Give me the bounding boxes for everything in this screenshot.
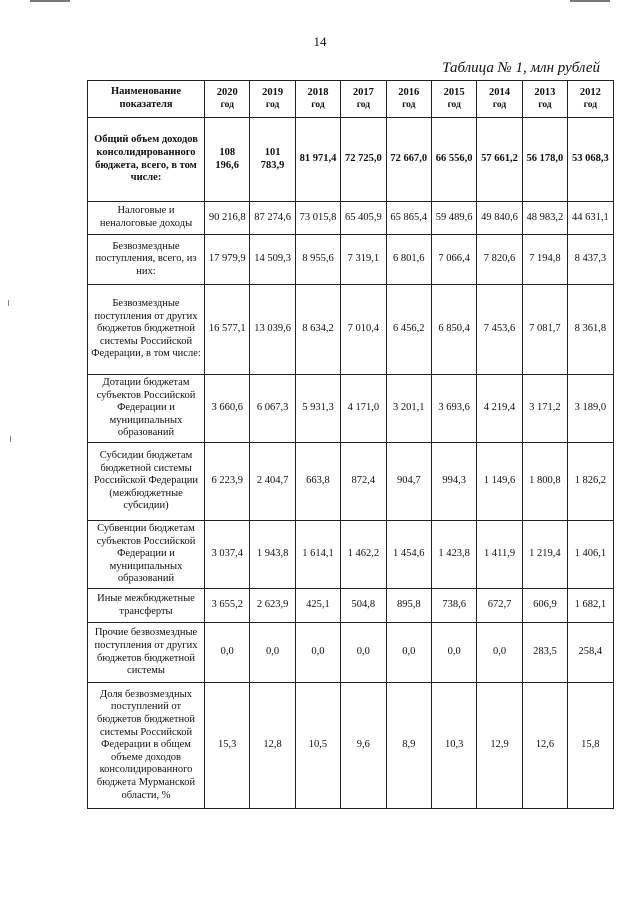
value-cell: 1 682,1 (568, 589, 613, 623)
value-cell: 10,5 (295, 683, 340, 809)
value-cell: 3 037,4 (205, 521, 250, 589)
row-indicator-name: Безвозмездные поступления от других бюджетов бюджетной системы Российской Федерации, в том числе: (88, 285, 205, 375)
year-unit: год (583, 99, 597, 110)
table-row (88, 521, 614, 589)
value-cell: 504,8 (341, 589, 386, 623)
value-cell: 1 462,2 (341, 521, 386, 589)
year-label: 2020 (216, 87, 238, 98)
value-cell: 606,9 (522, 589, 567, 623)
value-cell: 0,0 (477, 623, 522, 683)
value-cell: 90 216,8 (205, 202, 250, 235)
value-cell: 101 783,9 (250, 118, 295, 202)
value-cell: 3 655,2 (205, 589, 250, 623)
row-indicator-name: Прочие безвозмездные поступления от других бюджетов бюджетной системы (88, 623, 205, 683)
year-unit: год (220, 99, 234, 110)
table-row (88, 118, 614, 202)
row-indicator-name: Доля безвозмездных поступлений от бюджетов бюджетной системы Российской Федерации в общем объеме доходов консолидированного бюджета Мурманской области, % (88, 683, 205, 809)
year-label: 2016 (398, 87, 420, 98)
value-cell: 15,8 (568, 683, 613, 809)
year-unit: год (447, 99, 461, 110)
value-cell: 9,6 (341, 683, 386, 809)
value-cell: 59 489,6 (431, 202, 476, 235)
value-cell: 7 081,7 (522, 285, 567, 375)
value-cell: 1 219,4 (522, 521, 567, 589)
scan-artifact (10, 436, 11, 442)
value-cell: 4 171,0 (341, 375, 386, 443)
value-cell: 2 623,9 (250, 589, 295, 623)
value-cell: 3 171,2 (522, 375, 567, 443)
header-year (522, 81, 567, 118)
value-cell: 13 039,6 (250, 285, 295, 375)
table-caption: Таблица № 1, млн рублей (442, 60, 600, 76)
value-cell: 44 631,1 (568, 202, 613, 235)
value-cell: 283,5 (522, 623, 567, 683)
value-cell: 0,0 (250, 623, 295, 683)
value-cell: 872,4 (341, 443, 386, 521)
value-cell: 65 865,4 (386, 202, 431, 235)
value-cell: 4 219,4 (477, 375, 522, 443)
scan-artifact (8, 300, 9, 306)
table-body (88, 118, 614, 809)
value-cell: 7 820,6 (477, 235, 522, 285)
value-cell: 6 067,3 (250, 375, 295, 443)
value-cell: 6 850,4 (431, 285, 476, 375)
value-cell: 7 319,1 (341, 235, 386, 285)
year-label: 2017 (352, 87, 374, 98)
value-cell: 895,8 (386, 589, 431, 623)
value-cell: 12,8 (250, 683, 295, 809)
year-unit: год (311, 99, 325, 110)
value-cell: 3 189,0 (568, 375, 613, 443)
value-cell: 65 405,9 (341, 202, 386, 235)
header-year (386, 81, 431, 118)
value-cell: 56 178,0 (522, 118, 567, 202)
year-label: 2018 (307, 87, 329, 98)
value-cell: 87 274,6 (250, 202, 295, 235)
year-label: 2013 (534, 87, 556, 98)
header-year (341, 81, 386, 118)
value-cell: 425,1 (295, 589, 340, 623)
page-number: 14 (313, 34, 327, 49)
value-cell: 12,9 (477, 683, 522, 809)
value-cell: 1 826,2 (568, 443, 613, 521)
value-cell: 1 149,6 (477, 443, 522, 521)
row-indicator-name: Субвенции бюджетам субъектов Российской Федерации и муниципальных образований (88, 521, 205, 589)
value-cell: 7 066,4 (431, 235, 476, 285)
year-unit: год (402, 99, 416, 110)
value-cell: 7 453,6 (477, 285, 522, 375)
value-cell: 8 634,2 (295, 285, 340, 375)
value-cell: 672,7 (477, 589, 522, 623)
value-cell: 7 194,8 (522, 235, 567, 285)
table-row (88, 285, 614, 375)
value-cell: 0,0 (205, 623, 250, 683)
row-indicator-name: Иные межбюджетные трансферты (88, 589, 205, 623)
value-cell: 73 015,8 (295, 202, 340, 235)
value-cell: 8 361,8 (568, 285, 613, 375)
year-unit: год (492, 99, 507, 110)
header-year (205, 81, 250, 118)
scan-edge-mark-right (570, 0, 610, 2)
row-indicator-name: Дотации бюджетам субъектов Российской Федерации и муниципальных образований (88, 375, 205, 443)
value-cell: 738,6 (431, 589, 476, 623)
table-header-row (88, 81, 614, 118)
value-cell: 3 660,6 (205, 375, 250, 443)
value-cell: 1 423,8 (431, 521, 476, 589)
row-indicator-name: Безвозмездные поступления, всего, из них: (88, 235, 205, 285)
value-cell: 66 556,0 (431, 118, 476, 202)
value-cell: 3 201,1 (386, 375, 431, 443)
header-year (250, 81, 295, 118)
value-cell: 2 404,7 (250, 443, 295, 521)
row-indicator-name: Субсидии бюджетам бюджетной системы Российской Федерации (межбюджетные субсидии) (88, 443, 205, 521)
budget-table (87, 80, 614, 809)
table-row (88, 443, 614, 521)
header-indicator-name: Наименование показателя (88, 81, 205, 118)
value-cell: 5 931,3 (295, 375, 340, 443)
value-cell: 1 800,8 (522, 443, 567, 521)
value-cell: 6 223,9 (205, 443, 250, 521)
value-cell: 15,3 (205, 683, 250, 809)
value-cell: 3 693,6 (431, 375, 476, 443)
year-label: 2019 (262, 87, 284, 98)
value-cell: 0,0 (341, 623, 386, 683)
value-cell: 994,3 (431, 443, 476, 521)
row-indicator-name: Налоговые и неналоговые доходы (88, 202, 205, 235)
row-indicator-name: Общий объем доходов консолидированного бюджета, всего, в том числе: (88, 118, 205, 202)
table-row (88, 683, 614, 809)
value-cell: 6 801,6 (386, 235, 431, 285)
value-cell: 1 614,1 (295, 521, 340, 589)
value-cell: 663,8 (295, 443, 340, 521)
table-row (88, 589, 614, 623)
value-cell: 6 456,2 (386, 285, 431, 375)
value-cell: 10,3 (431, 683, 476, 809)
value-cell: 49 840,6 (477, 202, 522, 235)
table-row (88, 623, 614, 683)
value-cell: 108 196,6 (205, 118, 250, 202)
header-year (568, 81, 613, 118)
value-cell: 8 955,6 (295, 235, 340, 285)
year-unit: год (356, 99, 371, 110)
value-cell: 1 943,8 (250, 521, 295, 589)
value-cell: 8 437,3 (568, 235, 613, 285)
value-cell: 258,4 (568, 623, 613, 683)
value-cell: 1 411,9 (477, 521, 522, 589)
value-cell: 17 979,9 (205, 235, 250, 285)
year-label: 2012 (579, 87, 601, 98)
year-unit: год (265, 99, 280, 110)
table-row (88, 235, 614, 285)
value-cell: 72 725,0 (341, 118, 386, 202)
value-cell: 1 406,1 (568, 521, 613, 589)
value-cell: 72 667,0 (386, 118, 431, 202)
year-unit: год (538, 99, 552, 110)
table-row (88, 375, 614, 443)
value-cell: 57 661,2 (477, 118, 522, 202)
year-label: 2014 (489, 87, 511, 98)
header-year (431, 81, 476, 118)
value-cell: 0,0 (386, 623, 431, 683)
value-cell: 53 068,3 (568, 118, 613, 202)
value-cell: 1 454,6 (386, 521, 431, 589)
header-year (477, 81, 522, 118)
header-year (295, 81, 340, 118)
value-cell: 8,9 (386, 683, 431, 809)
value-cell: 0,0 (295, 623, 340, 683)
year-label: 2015 (443, 87, 465, 98)
value-cell: 81 971,4 (295, 118, 340, 202)
value-cell: 48 983,2 (522, 202, 567, 235)
table-row (88, 202, 614, 235)
value-cell: 7 010,4 (341, 285, 386, 375)
value-cell: 904,7 (386, 443, 431, 521)
value-cell: 0,0 (431, 623, 476, 683)
value-cell: 16 577,1 (205, 285, 250, 375)
value-cell: 12,6 (522, 683, 567, 809)
value-cell: 14 509,3 (250, 235, 295, 285)
scan-edge-mark-left (30, 0, 70, 2)
